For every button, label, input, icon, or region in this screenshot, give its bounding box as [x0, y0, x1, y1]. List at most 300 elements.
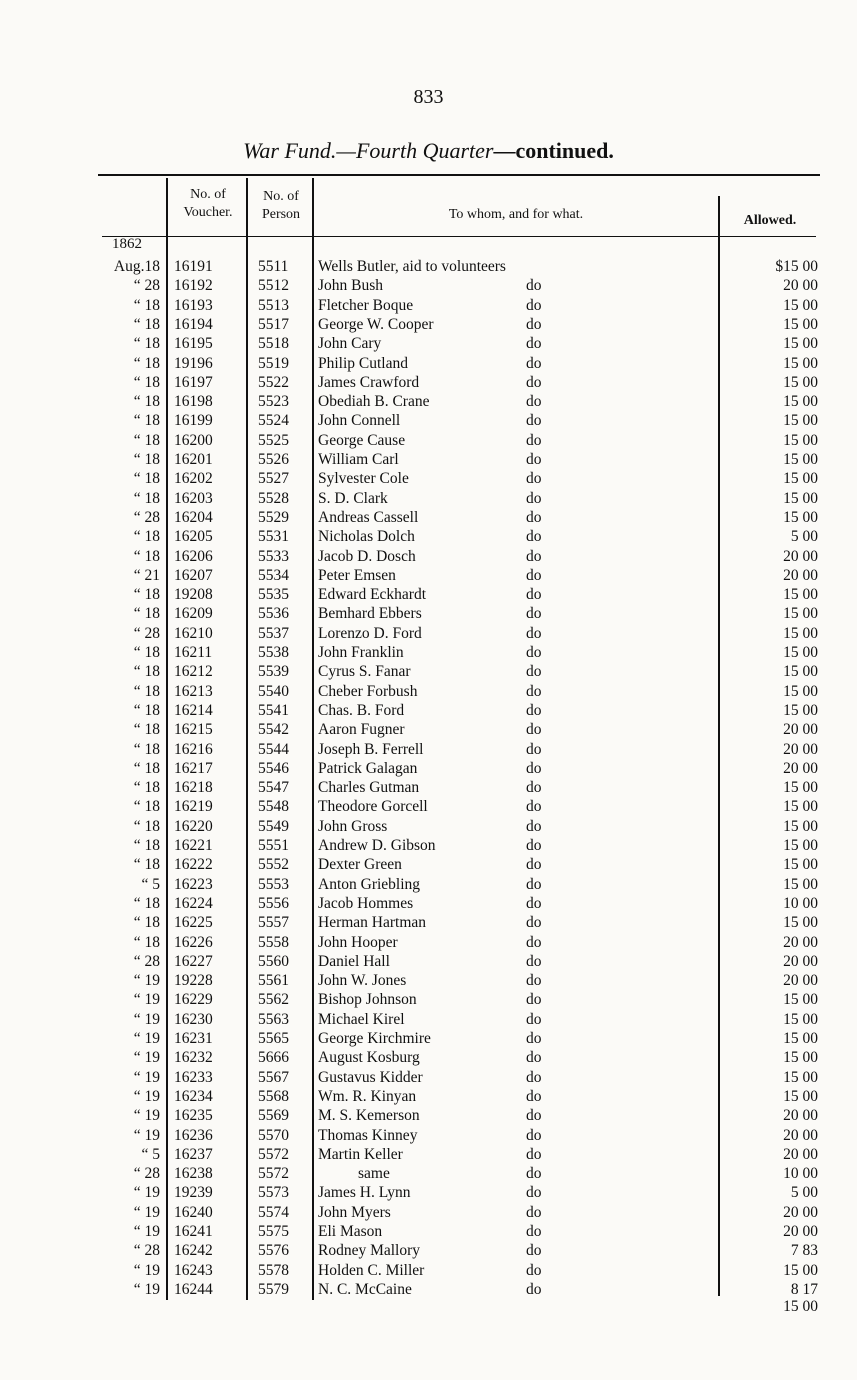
row-allowed-amount: 7 83: [790, 1242, 818, 1260]
row-person-number: 5557: [258, 914, 289, 932]
row-date: “ 19: [133, 1049, 160, 1067]
row-person-number: 5522: [258, 373, 289, 391]
row-allowed-amount: 5 00: [790, 528, 818, 546]
row-voucher-number: 16241: [174, 1223, 213, 1240]
row-recipient: [318, 1107, 718, 1125]
row-recipient-name: Peter Emsen: [318, 566, 396, 584]
row-ditto: do: [526, 528, 542, 546]
row-allowed-amount: 20 00: [783, 952, 818, 970]
row-person-number: 5529: [258, 508, 289, 526]
row-date: “ 19: [133, 1203, 160, 1221]
row-allowed-amount: 15 00: [783, 663, 818, 681]
row-ditto: do: [526, 296, 542, 314]
row-date: “ 18: [133, 759, 160, 777]
row-recipient: [318, 567, 718, 585]
row-ditto: do: [526, 393, 542, 411]
row-ditto: do: [526, 1203, 542, 1221]
table-row: [0, 567, 857, 586]
row-ditto: do: [526, 1165, 542, 1183]
row-person-number: 5513: [258, 296, 289, 314]
row-ditto: do: [526, 1145, 542, 1163]
row-ditto: do: [526, 373, 542, 391]
table-row: [0, 1146, 857, 1165]
row-allowed-amount: 15 00: [783, 451, 818, 468]
row-person-number: 5527: [258, 470, 289, 488]
row-allowed-amount: 15 00: [783, 991, 818, 1009]
row-recipient-name: John W. Jones: [318, 972, 407, 990]
row-ditto: do: [526, 644, 542, 661]
table-row: [0, 432, 857, 451]
table-row: [0, 914, 857, 933]
table-row: [0, 1030, 857, 1049]
row-voucher-number: 16236: [174, 1126, 213, 1144]
row-recipient: [318, 895, 718, 913]
header-person-line1: No. of: [263, 189, 299, 204]
row-date: “ 18: [133, 644, 160, 661]
row-voucher-number: 16200: [174, 431, 213, 449]
table-row: [0, 683, 857, 702]
table-row: [0, 779, 857, 798]
row-person-number: 5578: [258, 1261, 289, 1279]
row-allowed-amount: 15 00: [783, 470, 818, 488]
row-ditto: do: [526, 1049, 542, 1067]
row-recipient: [318, 335, 718, 353]
row-ditto: do: [526, 779, 542, 797]
row-voucher-number: 16209: [174, 605, 213, 623]
row-allowed-amount: $15 00: [775, 258, 818, 275]
row-person-number: 5525: [258, 431, 289, 449]
row-recipient-name: S. D. Clark: [318, 489, 388, 507]
row-allowed-amount: 15 00: [783, 335, 818, 353]
row-allowed-amount: 20 00: [783, 1145, 818, 1163]
header-voucher-line1: No. of: [190, 187, 226, 202]
row-recipient: [318, 1088, 718, 1106]
row-person-number: 5538: [258, 644, 289, 661]
row-ditto: do: [526, 914, 542, 932]
row-date: “ 18: [133, 914, 160, 932]
row-voucher-number: 16194: [174, 315, 213, 333]
row-ditto: do: [526, 1184, 542, 1202]
row-date: “ 19: [133, 1068, 160, 1086]
row-person-number: 5528: [258, 489, 289, 507]
table-row: [0, 702, 857, 721]
row-allowed-amount: 20 00: [783, 1203, 818, 1221]
title-main: War Fund.—Fourth Quarter: [243, 138, 494, 163]
row-recipient: [318, 297, 718, 315]
row-date: Aug.18: [113, 258, 160, 275]
row-date: “ 19: [133, 1261, 160, 1279]
row-allowed-amount: 15 00: [783, 914, 818, 932]
row-date: “ 18: [133, 489, 160, 507]
row-allowed-amount: 15 00: [783, 1010, 818, 1028]
row-voucher-number: 16240: [174, 1203, 213, 1221]
row-date: “ 19: [133, 1280, 160, 1298]
row-ditto: do: [526, 1107, 542, 1125]
row-ditto: do: [526, 701, 542, 719]
row-date: “ 18: [133, 817, 160, 835]
row-ditto: do: [526, 335, 542, 353]
row-person-number: 5561: [258, 972, 289, 990]
row-recipient-name: Bishop Johnson: [318, 991, 417, 1009]
row-recipient: [318, 1204, 718, 1222]
row-voucher-number: 16222: [174, 856, 213, 874]
row-recipient-name: George Cause: [318, 431, 406, 449]
row-ditto: do: [526, 1010, 542, 1028]
row-date: “ 18: [133, 721, 160, 739]
row-ditto: do: [526, 1087, 542, 1105]
table-row: [0, 490, 857, 509]
row-ditto: do: [526, 547, 542, 565]
row-recipient: [318, 856, 718, 874]
row-recipient-name: Cheber Forbush: [318, 682, 418, 700]
row-recipient: [318, 934, 718, 952]
row-allowed-amount: 20 00: [783, 1107, 818, 1125]
row-ditto: do: [526, 875, 542, 893]
row-person-number: 5572: [258, 1145, 289, 1163]
title-continued: —continued.: [493, 138, 614, 163]
row-allowed-amount: 20 00: [783, 547, 818, 565]
row-recipient: [318, 1184, 718, 1202]
row-recipient: [318, 683, 718, 701]
header-person: [250, 188, 312, 224]
row-recipient-name: Daniel Hall: [318, 952, 390, 970]
table-row: [0, 1204, 857, 1223]
row-voucher-number: 16220: [174, 817, 213, 835]
row-voucher-number: 16213: [174, 682, 213, 700]
row-voucher-number: 16226: [174, 933, 213, 951]
row-date: “ 28: [133, 277, 160, 295]
row-recipient-name: John Connell: [318, 412, 401, 430]
row-voucher-number: 16219: [174, 798, 213, 816]
row-voucher-number: 19239: [174, 1184, 213, 1202]
row-person-number: 5544: [258, 740, 289, 758]
row-allowed-amount: 15 00: [783, 798, 818, 816]
row-person-number: 5570: [258, 1126, 289, 1144]
row-person-number: 5563: [258, 1010, 289, 1028]
row-voucher-number: 16243: [174, 1261, 213, 1279]
row-recipient-name: Andreas Cassell: [318, 508, 419, 526]
row-ditto: do: [526, 508, 542, 526]
row-recipient: [318, 528, 718, 546]
table-row: [0, 760, 857, 779]
row-voucher-number: 16237: [174, 1145, 213, 1163]
row-recipient-name: Nicholas Dolch: [318, 528, 415, 546]
row-date: “ 5: [141, 1145, 160, 1163]
row-voucher-number: 16224: [174, 894, 213, 912]
row-voucher-number: 16234: [174, 1087, 213, 1105]
header-whom: To whom, and for what.: [448, 207, 584, 222]
row-ditto: do: [526, 721, 542, 739]
row-allowed-amount: 15 00: [783, 412, 818, 430]
table-row: [0, 1165, 857, 1184]
row-recipient: [318, 779, 718, 797]
row-allowed-amount: 10 00: [783, 894, 818, 912]
row-recipient-name: M. S. Kemerson: [318, 1107, 420, 1125]
row-person-number: 5553: [258, 875, 289, 893]
row-voucher-number: 16217: [174, 759, 213, 777]
page-number: 833: [413, 86, 444, 108]
row-allowed-amount: 15 00: [783, 1030, 818, 1047]
row-recipient: [318, 818, 718, 836]
row-recipient: [318, 1146, 718, 1164]
table-row: [0, 1107, 857, 1126]
row-person-number: 5523: [258, 393, 289, 411]
row-ditto: do: [526, 856, 542, 874]
table-top-rule: [98, 174, 820, 176]
row-voucher-number: 16207: [174, 566, 213, 584]
row-recipient-name: Cyrus S. Fanar: [318, 663, 411, 681]
table-row: [0, 412, 857, 431]
row-date: “ 19: [133, 1223, 160, 1240]
table-row: [0, 374, 857, 393]
row-person-number: 5560: [258, 952, 289, 970]
row-recipient-name: Theodore Gorcell: [318, 798, 428, 816]
table-row: [0, 1127, 857, 1146]
table-row: [0, 548, 857, 567]
row-person-number: 5552: [258, 856, 289, 874]
row-person-number: 5666: [258, 1049, 289, 1067]
row-allowed-amount: 15 00: [783, 779, 818, 797]
row-date: “ 28: [133, 624, 160, 642]
row-recipient-name: Eli Mason: [318, 1223, 383, 1240]
row-recipient-name: John Bush: [318, 277, 384, 295]
row-voucher-number: 16195: [174, 335, 213, 353]
row-recipient: [318, 374, 718, 392]
row-voucher-number: 16225: [174, 914, 213, 932]
row-person-number: 5537: [258, 624, 289, 642]
table-row: [0, 663, 857, 682]
row-ditto: do: [526, 1280, 542, 1298]
row-recipient-name: Philip Cutland: [318, 354, 408, 372]
row-recipient-name: Jacob D. Dosch: [318, 547, 416, 565]
row-allowed-amount: 15 00: [783, 875, 818, 893]
row-voucher-number: 16199: [174, 412, 213, 430]
row-person-number: 5579: [258, 1280, 289, 1298]
row-ditto: do: [526, 837, 542, 854]
table-row: [0, 1011, 857, 1030]
year-label: 1862: [112, 236, 142, 252]
table-row: [0, 509, 857, 528]
row-person-number: 5518: [258, 335, 289, 353]
table-row: [0, 953, 857, 972]
row-recipient: [318, 741, 718, 759]
header-voucher-line2: Voucher.: [183, 205, 233, 220]
table-row: [0, 393, 857, 412]
table-row: [0, 316, 857, 335]
row-voucher-number: 19208: [174, 586, 213, 604]
table-row: [0, 991, 857, 1010]
row-voucher-number: 16198: [174, 393, 213, 411]
row-recipient-name: Michael Kirel: [318, 1010, 405, 1028]
row-voucher-number: 16202: [174, 470, 213, 488]
row-allowed-amount: 15 00: [783, 644, 818, 661]
row-recipient: [318, 1011, 718, 1029]
row-ditto: do: [526, 798, 542, 816]
row-allowed-amount: 15 00: [783, 701, 818, 719]
row-recipient-name: William Carl: [318, 451, 399, 468]
row-date: “ 19: [133, 1030, 160, 1047]
row-recipient-name: Fletcher Boque: [318, 296, 414, 314]
row-recipient-name: Holden C. Miller: [318, 1261, 425, 1279]
header-person-line2: Person: [261, 207, 301, 222]
row-voucher-number: 16244: [174, 1280, 213, 1298]
row-date: “ 18: [133, 373, 160, 391]
row-date: “ 21: [133, 566, 160, 584]
row-date: “ 18: [133, 740, 160, 758]
row-voucher-number: 16238: [174, 1165, 213, 1183]
row-ditto: do: [526, 991, 542, 1009]
table-row: [0, 277, 857, 296]
row-recipient: [318, 798, 718, 816]
row-allowed-amount: 15 00: [783, 586, 818, 604]
row-person-number: 5562: [258, 991, 289, 1009]
row-recipient: [318, 277, 718, 295]
row-date: “ 18: [133, 798, 160, 816]
row-recipient-name: Lorenzo D. Ford: [318, 624, 422, 642]
row-recipient-name: Joseph B. Ferrell: [318, 740, 424, 758]
row-allowed-amount: 20 00: [783, 972, 818, 990]
row-person-number: 5567: [258, 1068, 289, 1086]
row-person-number: 5524: [258, 412, 289, 430]
row-recipient: [318, 1049, 718, 1067]
row-date: “ 18: [133, 451, 160, 468]
row-recipient: [318, 702, 718, 720]
table-row: [0, 1184, 857, 1203]
row-recipient: [318, 393, 718, 411]
row-recipient: [318, 760, 718, 778]
row-person-number: 5541: [258, 701, 289, 719]
row-recipient-name: Herman Hartman: [318, 914, 427, 932]
row-recipient: [318, 316, 718, 334]
row-allowed-amount: 15 00: [783, 682, 818, 700]
row-date: “ 18: [133, 682, 160, 700]
row-allowed-amount: 15 00: [783, 1068, 818, 1086]
row-date: “ 28: [133, 1242, 160, 1260]
row-date: “ 19: [133, 1107, 160, 1125]
row-recipient: [318, 258, 718, 276]
row-allowed-amount: 15 00: [783, 1049, 818, 1067]
header-bottom-rule: [102, 236, 816, 237]
row-person-number: 5575: [258, 1223, 289, 1240]
row-ditto: do: [526, 277, 542, 295]
row-recipient-name: Charles Gutman: [318, 779, 420, 797]
row-allowed-amount: 15 00: [783, 354, 818, 372]
row-recipient: [318, 914, 718, 932]
row-ditto: do: [526, 451, 542, 468]
row-allowed-amount: 20 00: [783, 933, 818, 951]
table-row: [0, 528, 857, 547]
row-person-number: 5549: [258, 817, 289, 835]
row-person-number: 5573: [258, 1184, 289, 1202]
row-person-number: 5517: [258, 315, 289, 333]
table-row: [0, 470, 857, 489]
row-recipient: [318, 721, 718, 739]
table-row: [0, 297, 857, 316]
row-voucher-number: 16201: [174, 451, 213, 468]
row-date: “ 19: [133, 991, 160, 1009]
row-ditto: do: [526, 354, 542, 372]
table-row: [0, 895, 857, 914]
row-date: “ 19: [133, 1087, 160, 1105]
row-recipient-name: James Crawford: [318, 373, 420, 391]
row-recipient-name: John Gross: [318, 817, 388, 835]
row-recipient-name: Jacob Hommes: [318, 894, 414, 912]
row-recipient: [318, 991, 718, 1009]
row-voucher-number: 16204: [174, 508, 213, 526]
row-voucher-number: 16229: [174, 991, 213, 1009]
table-row: [0, 856, 857, 875]
row-date: “ 19: [133, 1126, 160, 1144]
table-row: [0, 644, 857, 663]
table-row: [0, 818, 857, 837]
row-date: “ 18: [133, 393, 160, 411]
row-recipient: [318, 1030, 718, 1048]
table-row: [0, 1281, 857, 1300]
row-person-number: 5536: [258, 605, 289, 623]
row-date: “ 18: [133, 701, 160, 719]
row-voucher-number: 16206: [174, 547, 213, 565]
row-allowed-amount: 15 00: [783, 837, 818, 854]
row-recipient: [318, 953, 718, 971]
row-voucher-number: 16218: [174, 779, 213, 797]
row-allowed-amount: 15 00: [783, 393, 818, 411]
row-recipient-name: John Myers: [318, 1203, 391, 1221]
row-ditto: do: [526, 605, 542, 623]
row-recipient: [318, 490, 718, 508]
table-row: [0, 721, 857, 740]
row-ditto: do: [526, 566, 542, 584]
row-ditto: do: [526, 1242, 542, 1260]
row-person-number: 5531: [258, 528, 289, 546]
row-date: “ 19: [133, 1184, 160, 1202]
table-row: [0, 451, 857, 470]
row-recipient: [318, 1242, 718, 1260]
row-voucher-number: 16221: [174, 837, 213, 854]
row-recipient: [318, 509, 718, 527]
row-voucher-number: 16242: [174, 1242, 213, 1260]
row-recipient: [318, 644, 718, 662]
row-person-number: 5512: [258, 277, 289, 295]
row-person-number: 5572: [258, 1165, 289, 1183]
table-row: [0, 1242, 857, 1261]
row-voucher-number: 16191: [174, 258, 213, 275]
row-recipient-name: Andrew D. Gibson: [318, 837, 436, 854]
table-row: [0, 1049, 857, 1068]
row-date: “ 18: [133, 663, 160, 681]
row-person-number: 5539: [258, 663, 289, 681]
row-allowed-amount: 15 00: [783, 508, 818, 526]
row-ditto: do: [526, 1223, 542, 1240]
row-date: “ 18: [133, 431, 160, 449]
row-date: “ 19: [133, 972, 160, 990]
row-person-number: 5565: [258, 1030, 289, 1047]
row-allowed-amount: 10 00: [783, 1165, 818, 1183]
row-date: “ 18: [133, 933, 160, 951]
row-ditto: do: [526, 759, 542, 777]
table-row: [0, 934, 857, 953]
row-recipient-name: Thomas Kinney: [318, 1126, 418, 1144]
row-allowed-amount: 20 00: [783, 759, 818, 777]
row-voucher-number: 16214: [174, 701, 213, 719]
row-date: “ 28: [133, 508, 160, 526]
row-person-number: 5540: [258, 682, 289, 700]
row-date: “ 18: [133, 837, 160, 854]
row-recipient: [318, 1069, 718, 1087]
row-recipient-name: Anton Griebling: [318, 875, 421, 893]
row-allowed-amount: 5 00: [790, 1184, 818, 1202]
header-voucher: [170, 186, 246, 222]
row-recipient: [318, 1127, 718, 1145]
